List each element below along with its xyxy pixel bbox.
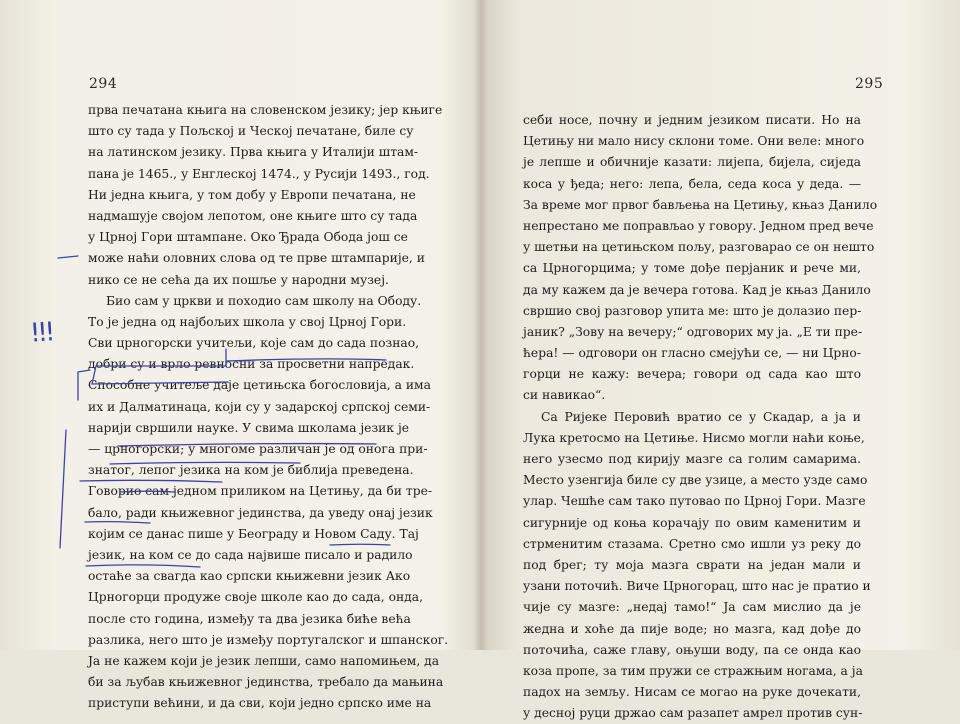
text-line: добри су и врло ревносни за просветни напредак. (88, 357, 415, 372)
text-line: ћера! — одговори он гласно смејући се, — ни Црно- (523, 346, 861, 361)
text-line: нарији свршили науке. У свима школама језик је (88, 420, 410, 435)
text-line: Ја не кажем који је језик лепши, само напомињем, да (88, 653, 440, 668)
text-line: сигурније од коња корачају по овим каменитим и (523, 515, 861, 530)
text-line: горци не кажу: вечера; говори од сада као што (523, 367, 861, 382)
text-line: Сви црногорски учитељи, које сам до сада познао, (88, 336, 420, 351)
text-line: свршио свој разговор упита ме: што је долазио пер- (523, 303, 862, 318)
text-line: жедна и хоће да пије воде; но мазга, кад дође до (523, 621, 861, 636)
text-line: него узесмо под кирију мазге са голим самарима. (523, 452, 861, 466)
margin-exclamation-marks: !!! (28, 317, 54, 349)
text-line: Ни једна књига, у том добу у Европи печатана, не (88, 187, 416, 202)
text-line: Говорио сам једном приликом на Цетињу, да би тре- (88, 484, 433, 499)
text-line: поточића, саже главу, оњуши воду, па се онда као (523, 642, 861, 657)
text-line: стрменитим стазама. Сретно смо ишли уз реку до (523, 536, 861, 551)
text-line: коса у ђеда; него: лепа, бела, седа коса у деда. — (523, 176, 861, 191)
left-page (0, 0, 480, 711)
left-page-text (88, 100, 449, 714)
text-line: језик, на ком се до сада највише писало и радило (88, 547, 413, 562)
right-page-number: 295 (855, 76, 884, 92)
text-line: себи носе, почну и једним језиком писати. Но на (523, 113, 861, 127)
text-line: нико се не сећа да их пошље у народни музеј. (88, 272, 389, 287)
text-line: са Црногорцима; у томе дође перјаник и рече ми, (523, 261, 861, 276)
text-line: у шетњи на цетињском пољу, разговарао се он нешто (523, 240, 875, 255)
text-line: улар. Чешће сам тако путовао по Црној Гори. Мазге (523, 494, 866, 509)
text-line: што су тада у Пољској и Ческој печатане, биле су (88, 124, 414, 139)
text-line: на латинском језику. Прва књига у Италији штам- (88, 145, 419, 160)
text-line: бало, ради књижевног јединства, да уведу онај језик (88, 505, 433, 520)
text-line: Цетињу ни мало нису склони томе. Они веле: много (523, 134, 865, 149)
text-line: надмашује својом лепотом, оне књиге што су тада (88, 208, 418, 223)
text-line: Лука кретосмо на Цетиње. Нисмо могли наћи коње, (523, 430, 865, 445)
text-line: би за љубав књижевног јединства, требало да мањина (88, 675, 444, 690)
text-line: коза пропе, за тим пружи се стражњим ногама, а ја (523, 663, 863, 678)
text-line: разлика, него што је између португалског и шпанског. (88, 632, 449, 647)
text-line: јаник? „Зову на вечеру;“ одговорих му ја. „Е ти пре- (523, 324, 863, 339)
text-line: их и Далматинаца, који су у задарској српској семи- (88, 399, 431, 414)
text-line: си навикао“. (523, 388, 606, 403)
text-line: у Црној Гори штампане. Око Ђрада Обода још се (88, 230, 408, 245)
text-line: То је једна од најбољих школа у свој Црној Гори. (88, 314, 407, 329)
text-line: којим се данас пише у Београду и Новом Саду. Тај (88, 526, 419, 541)
text-line: у десној руци држао сам разапет амрел против сун- (523, 706, 863, 721)
text-line: падох на земљу. Нисам се могао на руке дочекати, (523, 685, 861, 700)
text-line: приступи већини, и да сви, који једно српско име на (88, 696, 432, 711)
text-line: знатог, лепог језика на ком је библија преведена. (88, 463, 414, 478)
text-line: прва печатана књига на словенском језику; јер књиге (88, 103, 443, 117)
text-line: пана је 1465., у Енглеској 1474., у Русији 1493., год. (88, 166, 430, 181)
text-line: Способне учитеље даје цетињска богословија, а има (88, 378, 431, 393)
text-line: — црногорски; у многоме различан је од онога при- (88, 442, 428, 456)
right-page (480, 0, 960, 721)
right-page-text (523, 110, 878, 724)
text-line: Црногорци продуже своје школе као до сада, онда, (88, 590, 423, 605)
text-line: остаће за свагда као српски књижевни језик Ако (88, 569, 411, 584)
left-page-number: 294 (89, 76, 118, 92)
text-line: да му кажем да је вечера готова. Кад је књаз Данило (523, 282, 871, 297)
text-line: Са Ријеке Перовић вратио се у Скадар, а ја и (541, 409, 861, 424)
text-line: Био сам у цркви и походио сам школу на Ободу. (106, 293, 422, 308)
text-line: Место узенгија биле су две узице, а место узде само (523, 473, 868, 488)
text-line: узани поточић. Виче Црногорац, што нас је пратио и (523, 579, 871, 594)
text-line: За време мог првог бављења на Цетињу, књаз Данило (523, 197, 878, 212)
text-line: може наћи оловних слова од те прве штампарије, и (88, 251, 425, 266)
text-line: непрестано ме поправљао у говору. Једном пред вече (523, 218, 874, 233)
text-line: чије су мазге: „недај тамо!“ Ја сам мислио да је (523, 600, 861, 615)
text-line: после сто година, између та два језика биће већа (88, 611, 411, 626)
text-line: је лепше и обичније казати: лијепа, бијела, сиједа (523, 155, 861, 170)
text-line: под брег; ту моја мазга сврати на један мали и (523, 557, 861, 572)
